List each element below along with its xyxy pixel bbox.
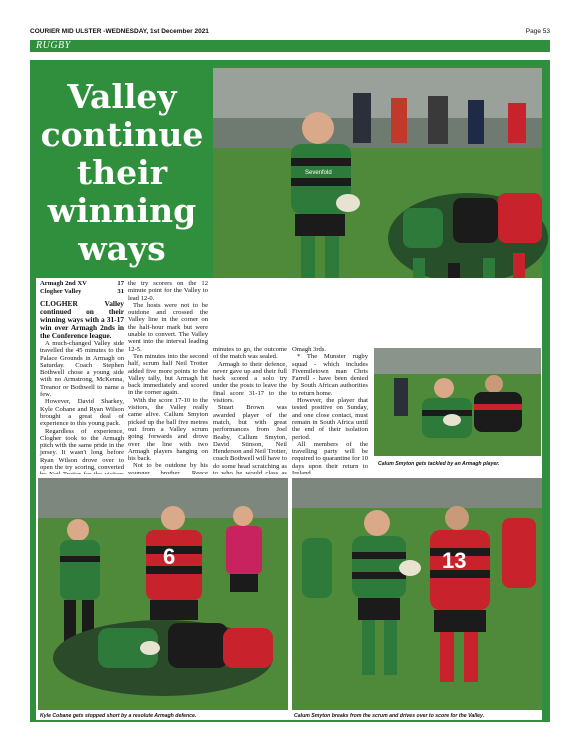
headline-box bbox=[38, 68, 206, 274]
article-paragraph: Regardless of experience, Clogher took to the Armagh pitch with the same pride in the jersey. It wasn't long before Ryan Wilson drove over to open the try scoring, converted bbox=[40, 427, 124, 472]
section-bar bbox=[30, 40, 550, 52]
article-paragraph: However, the player that tested positive on Sunday, and one close contact, must remain in South Africa until the end of their isolation period. bbox=[292, 397, 368, 441]
article-paragraph: Omagh 3rds. bbox=[292, 346, 327, 353]
article-column-2 bbox=[128, 280, 208, 470]
side-photo bbox=[374, 348, 541, 456]
score-row bbox=[40, 280, 124, 288]
jersey-number: 13 bbox=[442, 548, 467, 573]
article-column-3 bbox=[213, 346, 287, 470]
article-column-1 bbox=[40, 280, 124, 470]
team-score: 31 bbox=[117, 288, 124, 295]
article-paragraph: the try scorers on the 12 minute point for the Valley to lead 12-0. bbox=[128, 280, 208, 302]
article-column-4 bbox=[292, 346, 368, 470]
sponsor-text: Sevenfold bbox=[305, 170, 332, 176]
masthead bbox=[30, 26, 550, 38]
masthead-title: COURIER MID ULSTER -WEDNESDAY, 1st December 2021 bbox=[30, 28, 209, 35]
article-lead: CLOGHER Valley continued on their winning ways with a 31-17 win over Armagh 2nds in the Conference league. bbox=[40, 299, 124, 340]
jersey-number: 6 bbox=[163, 544, 176, 569]
side-photo-caption: Calum Smyton gets tackled by an Armagh player. bbox=[378, 461, 500, 467]
headline-line: Valley bbox=[67, 77, 177, 116]
section-label: RUGBY bbox=[36, 40, 71, 51]
bottom-right-caption: Calum Smyton breaks from the scrum and drives over to score for the Valley. bbox=[294, 713, 485, 719]
article-paragraph: Ten minutes into the second half, scrum half Neil Trotter added five more points to the Valley tally, but Armagh hit back immediately and scored in the corner again. bbox=[128, 352, 208, 397]
article-paragraph: A much-changed Valley side travelled the 45 minutes to the Palace Grounds in Armagh on Saturday. Coach Stephen Bothwell chose a young side with no Armstrong, McKenna, Treanor or Bothwell to name a few. bbox=[40, 340, 124, 399]
article-paragraph: The hosts were not to be outdone and crossed the Valley line in the corner on the half-hour mark but were unable to convert. The Valley went into the interval leading 12-5. bbox=[128, 301, 208, 353]
team-name: Clogher Valley bbox=[40, 288, 82, 295]
article-paragraph: However, David Sharkey, Kyle Cobane and Ryan Wilson brought a great deal of experience to this young pack. bbox=[40, 398, 124, 428]
article-paragraph: minutes to go, the outcome of the match was sealed. bbox=[213, 346, 287, 361]
article-paragraph: All members of the travelling party will be required to quarantine for 10 days upon their return to bbox=[292, 440, 368, 470]
bottom-left-photo-image bbox=[38, 478, 288, 710]
team-name: Armagh 2nd XV bbox=[40, 280, 87, 287]
headline-line: ways bbox=[78, 229, 166, 268]
bottom-left-photo bbox=[38, 478, 288, 710]
headline bbox=[38, 78, 206, 268]
side-photo-image bbox=[374, 348, 541, 456]
bottom-right-photo-image bbox=[292, 478, 542, 710]
article-paragraph: * The Munster rugby squad - which includes Fivemiletown man Chris Farrell - have been denied by South African authorities to return home. bbox=[292, 353, 368, 397]
headline-line: continue bbox=[40, 115, 204, 154]
bottom-left-caption: Kyle Cobane gets stopped short by a resolute Armagh defence. bbox=[40, 713, 197, 719]
article-paragraph: Not to be outdone by his bbox=[133, 462, 208, 470]
article-paragraph: Stuart Brown was awarded player of the match, but with great performances from Joel Beaby, Callum Smyton, David Stinson, Neil Henderson and Neil Trotter, coach Bothwell will have to do some head scratching as bbox=[213, 404, 287, 470]
article-paragraph: Armagh to their defence, never gave up and their full back scored a solo try under the posts to leave the final score 31-17 to the visitors. bbox=[213, 360, 287, 405]
bottom-right-photo bbox=[292, 478, 542, 710]
headline-line: winning bbox=[47, 191, 197, 230]
page-number: Page 53 bbox=[525, 28, 550, 35]
score-row bbox=[40, 288, 124, 296]
headline-line: their bbox=[76, 153, 168, 192]
team-score: 17 bbox=[117, 280, 124, 287]
article-paragraph: With the score 17-10 to the visitors, the Valley really came alive. Callum Smyton picked up the ball five metres out from a Valley scrum going forwards and drove over the line with two Armagh players hanging on his back. bbox=[128, 396, 208, 463]
